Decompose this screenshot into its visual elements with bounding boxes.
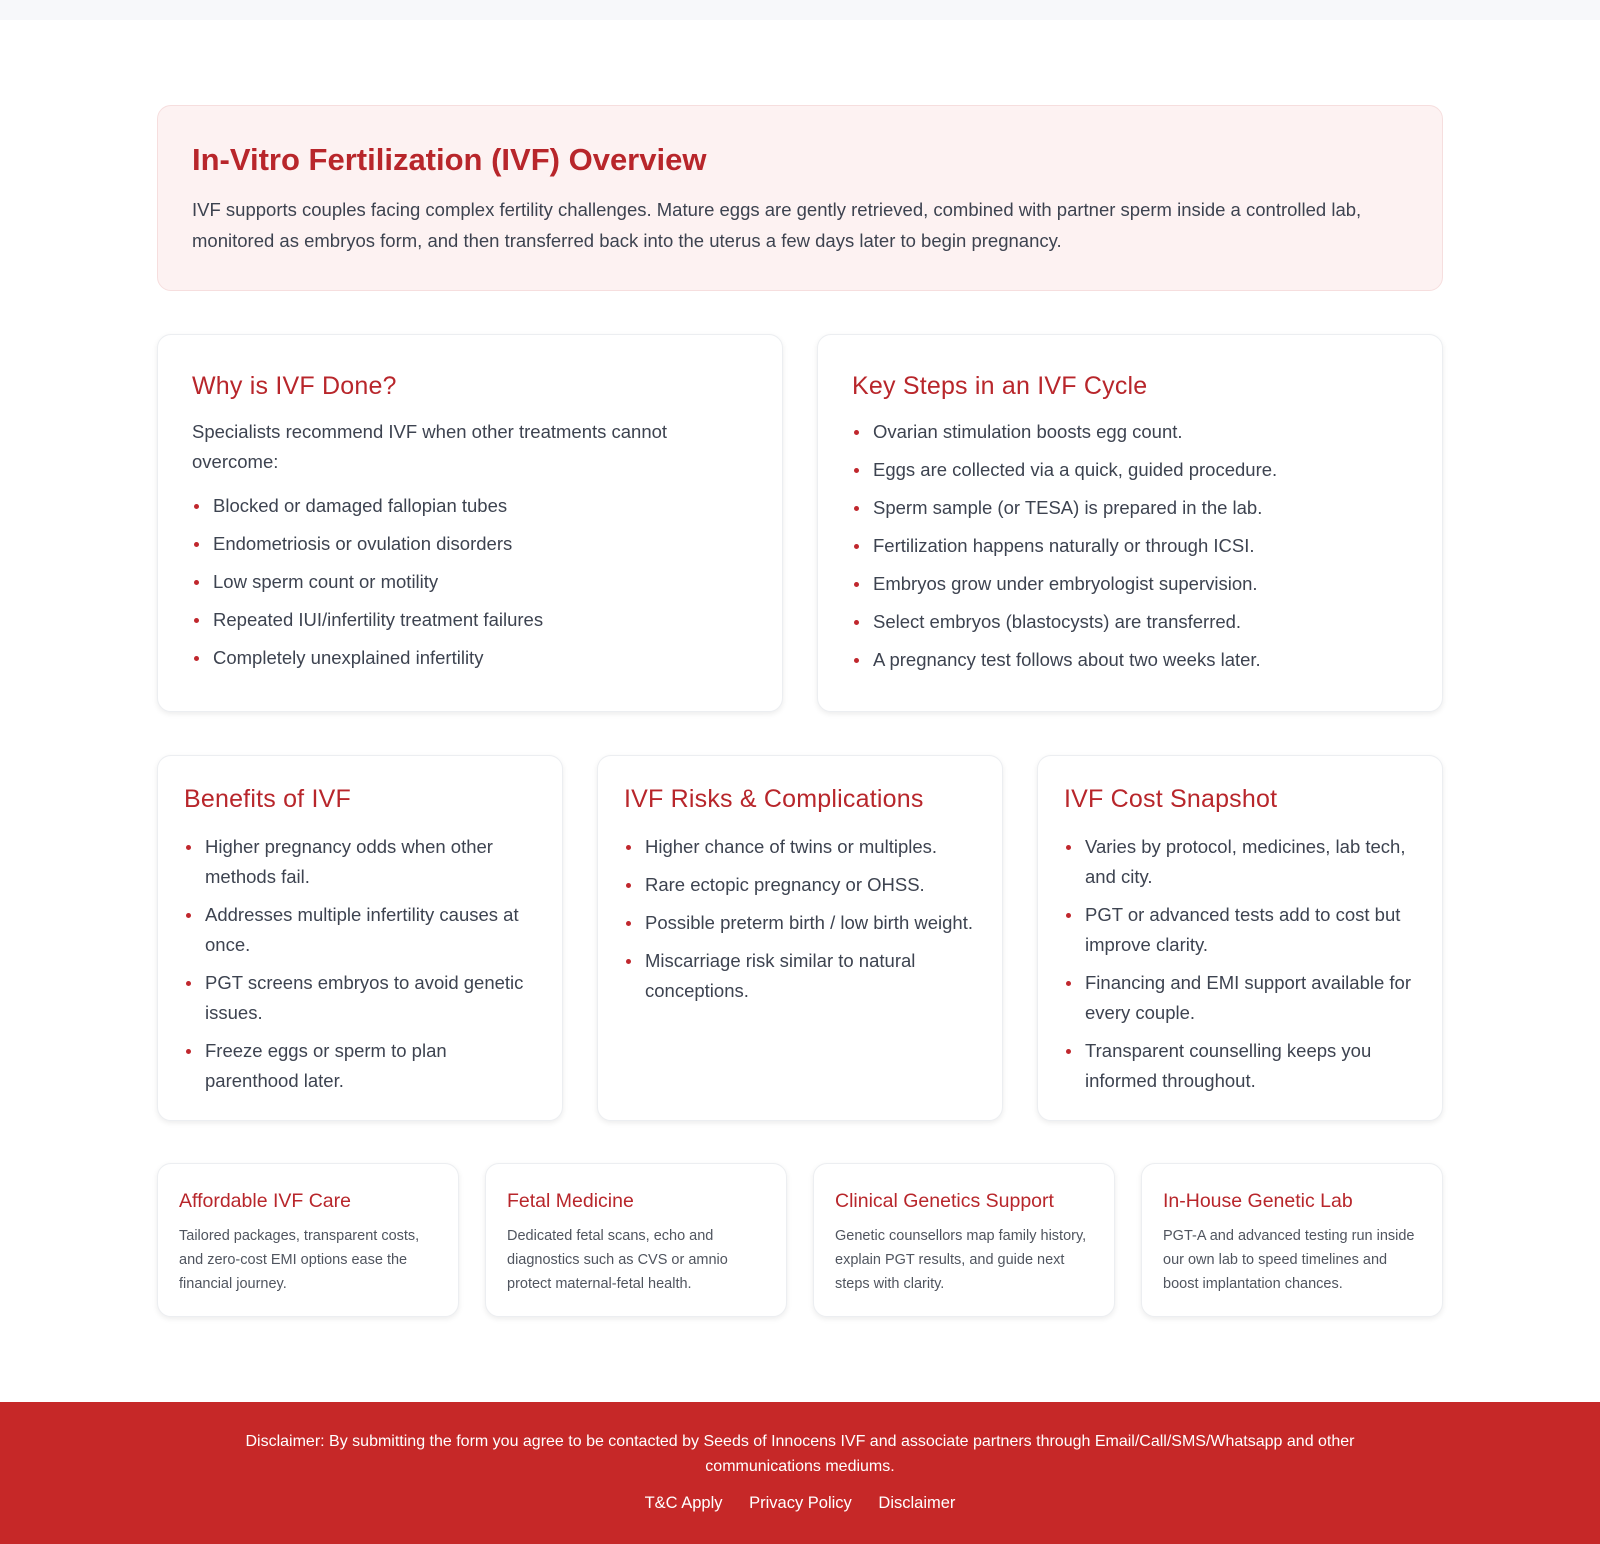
cost-list: [1064, 832, 1416, 1096]
why-ivf-title: Why is IVF Done?: [192, 372, 397, 400]
cost-card: [1037, 755, 1443, 1121]
key-steps-card: [817, 334, 1443, 712]
list-item: Completely unexplained infertility: [192, 643, 748, 673]
list-item: Blocked or damaged fallopian tubes: [192, 491, 748, 521]
feature-title: Fetal Medicine: [507, 1190, 634, 1212]
list-item: Rare ectopic pregnancy or OHSS.: [624, 870, 976, 900]
list-item: A pregnancy test follows about two weeks later.: [852, 645, 1408, 675]
info-row-1: [157, 334, 1443, 712]
list-item: Higher pregnancy odds when other methods fail.: [184, 832, 536, 892]
list-item: Transparent counselling keeps you informed throughout.: [1064, 1036, 1416, 1096]
list-item: Fertilization happens naturally or through ICSI.: [852, 531, 1408, 561]
list-item: Possible preterm birth / low birth weight.: [624, 908, 976, 938]
feature-title: Clinical Genetics Support: [835, 1190, 1054, 1212]
feature-title: In-House Genetic Lab: [1163, 1190, 1353, 1212]
footer: [0, 1402, 1600, 1544]
list-item: Financing and EMI support available for every couple.: [1064, 968, 1416, 1028]
overview-title: In-Vitro Fertilization (IVF) Overview: [192, 142, 707, 177]
overview-banner: [157, 105, 1443, 291]
list-item: Ovarian stimulation boosts egg count.: [852, 417, 1408, 447]
risks-title: IVF Risks & Complications: [624, 785, 924, 813]
benefits-list: [184, 832, 536, 1096]
footer-links: [0, 1494, 1600, 1513]
risks-card: [597, 755, 1003, 1121]
feature-text: PGT-A and advanced testing run inside our own lab to speed timelines and boost implantation chances.: [1163, 1228, 1415, 1292]
privacy-policy-link[interactable]: Privacy Policy: [749, 1494, 852, 1512]
list-item: Varies by protocol, medicines, lab tech, and city.: [1064, 832, 1416, 892]
feature-text: Dedicated fetal scans, echo and diagnostics such as CVS or amnio protect maternal-fetal health.: [507, 1228, 728, 1292]
list-item: Low sperm count or motility: [192, 567, 748, 597]
feature-card-affordable-care: [157, 1163, 459, 1317]
feature-text: Genetic counsellors map family history, explain PGT results, and guide next steps with clarity.: [835, 1228, 1087, 1292]
key-steps-list: [852, 417, 1408, 675]
overview-text: IVF supports couples facing complex fertility challenges. Mature eggs are gently retrieved, combined with partner sperm inside a controlled lab, monitored as embryos form, and then transferred back into the uterus a few days later to begin pregnancy.: [192, 199, 1362, 251]
footer-disclaimer: Disclaimer: By submitting the form you agree to be contacted by Seeds of Innocens IVF and associate partners through Email/Call/SMS/Whatsapp and other communications mediums.: [245, 1433, 1355, 1475]
feature-row: [157, 1163, 1443, 1317]
risks-list: [624, 832, 976, 1006]
list-item: Repeated IUI/infertility treatment failures: [192, 605, 748, 635]
main-content: [157, 105, 1443, 1292]
list-item: Eggs are collected via a quick, guided procedure.: [852, 455, 1408, 485]
list-item: Endometriosis or ovulation disorders: [192, 529, 748, 559]
list-item: Addresses multiple infertility causes at once.: [184, 900, 536, 960]
top-bar: [0, 0, 1600, 20]
disclaimer-link[interactable]: Disclaimer: [878, 1494, 956, 1512]
feature-text: Tailored packages, transparent costs, and zero-cost EMI options ease the financial journey.: [179, 1228, 420, 1292]
list-item: PGT or advanced tests add to cost but improve clarity.: [1064, 900, 1416, 960]
info-row-2: [157, 755, 1443, 1121]
feature-title: Affordable IVF Care: [179, 1190, 351, 1212]
feature-card-genetic-lab: [1141, 1163, 1443, 1317]
list-item: Embryos grow under embryologist supervision.: [852, 569, 1408, 599]
benefits-card: [157, 755, 563, 1121]
list-item: Select embryos (blastocysts) are transferred.: [852, 607, 1408, 637]
list-item: Miscarriage risk similar to natural conceptions.: [624, 946, 976, 1006]
benefits-title: Benefits of IVF: [184, 785, 351, 813]
list-item: Freeze eggs or sperm to plan parenthood later.: [184, 1036, 536, 1096]
tc-apply-link[interactable]: T&C Apply: [644, 1494, 723, 1512]
why-ivf-card: [157, 334, 783, 712]
list-item: Sperm sample (or TESA) is prepared in the lab.: [852, 493, 1408, 523]
key-steps-title: Key Steps in an IVF Cycle: [852, 372, 1148, 400]
cost-title: IVF Cost Snapshot: [1064, 785, 1278, 813]
list-item: PGT screens embryos to avoid genetic issues.: [184, 968, 536, 1028]
why-ivf-intro: Specialists recommend IVF when other treatments cannot overcome:: [192, 421, 668, 472]
list-item: Higher chance of twins or multiples.: [624, 832, 976, 862]
feature-card-fetal-medicine: [485, 1163, 787, 1317]
why-ivf-list: [192, 491, 748, 673]
feature-card-clinical-genetics: [813, 1163, 1115, 1317]
